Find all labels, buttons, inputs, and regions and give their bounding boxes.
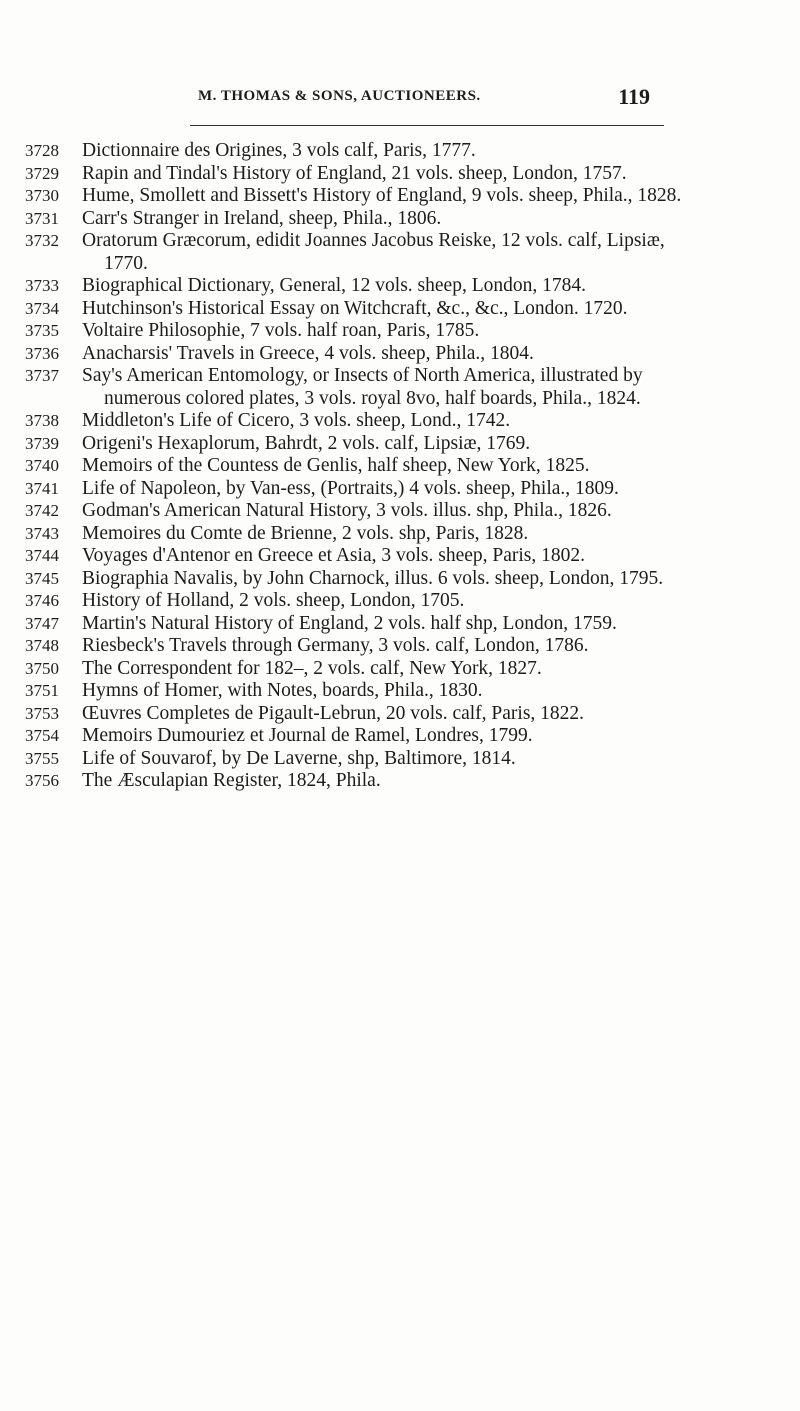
catalog-entry (25, 748, 785, 771)
lot-description: Biographical Dictionary, General, 12 vols. sheep, London, 1784. (82, 275, 586, 296)
lot-number: 3745 (25, 568, 59, 588)
lot-number: 3734 (25, 298, 59, 318)
lot-description: Voltaire Philosophie, 7 vols. half roan, Paris, 1785. (82, 320, 480, 341)
lot-number: 3755 (25, 748, 59, 768)
catalog-entry (25, 320, 785, 343)
lot-description: The Æsculapian Register, 1824, Phila. (82, 770, 381, 791)
lot-description: Middleton's Life of Cicero, 3 vols. sheep, Lond., 1742. (82, 410, 511, 431)
lot-description: Rapin and Tindal's History of England, 21 vols. sheep, London, 1757. (82, 162, 627, 184)
catalog-entry (25, 770, 785, 793)
running-header (190, 84, 650, 109)
lot-number: 3733 (25, 276, 59, 295)
lot-number: 3753 (25, 703, 59, 723)
lot-description: Godman's American Natural History, 3 vols. illus. shp, Phila., 1826. (82, 500, 612, 521)
lot-number: 3738 (25, 411, 59, 430)
lot-number: 3728 (25, 141, 59, 160)
page-number: 119 (618, 84, 650, 109)
catalog-entry (25, 298, 785, 321)
lot-number: 3731 (25, 208, 59, 228)
lot-description: Say's American Entomology, or Insects of North America, illustrated by numerous colored plates, 3 vols. royal 8vo, half boards, Phila., 1824. (82, 365, 643, 409)
catalog-entry (25, 568, 785, 591)
lot-number: 3754 (25, 726, 59, 745)
lot-description: Biographia Navalis, by John Charnock, illus. 6 vols. sheep, London, 1795. (82, 567, 664, 589)
catalog-entry (25, 590, 785, 613)
lot-description: Anacharsis' Travels in Greece, 4 vols. sheep, Phila., 1804. (82, 342, 534, 364)
catalog-entry (25, 635, 785, 658)
lot-description: Life of Napoleon, by Van-ess, (Portraits,) 4 vols. sheep, Phila., 1809. (82, 477, 619, 499)
lot-number: 3751 (25, 681, 59, 700)
catalog-entry (25, 545, 785, 568)
lot-number: 3735 (25, 321, 59, 340)
lot-description: Life of Souvarof, by De Laverne, shp, Baltimore, 1814. (82, 747, 516, 769)
catalog-entry (25, 208, 785, 231)
lot-number: 3747 (25, 613, 59, 633)
lot-number: 3746 (25, 591, 59, 610)
lot-number: 3741 (25, 478, 59, 498)
catalog-entry (25, 275, 785, 298)
lot-description: Dictionnaire des Origines, 3 vols calf, Paris, 1777. (82, 140, 476, 161)
lot-number: 3742 (25, 501, 59, 520)
lot-description: Œuvres Completes de Pigault-Lebrun, 20 vols. calf, Paris, 1822. (82, 702, 585, 724)
catalog-entry (25, 140, 785, 163)
catalog-entry (25, 343, 785, 366)
catalog-entry (25, 455, 785, 478)
lot-description: Carr's Stranger in Ireland, sheep, Phila., 1806. (82, 207, 442, 229)
catalog-entry (25, 703, 785, 726)
lot-description: Memoirs of the Countess de Genlis, half sheep, New York, 1825. (82, 455, 590, 476)
lot-description: Riesbeck's Travels through Germany, 3 vols. calf, London, 1786. (82, 635, 589, 656)
lot-description: Memoirs Dumouriez et Journal de Ramel, Londres, 1799. (82, 725, 533, 746)
catalog-entry (25, 680, 785, 703)
catalog-entry (25, 478, 785, 501)
lot-description: Hymns of Homer, with Notes, boards, Phila., 1830. (82, 680, 483, 701)
lot-description: History of Holland, 2 vols. sheep, London, 1705. (82, 590, 465, 611)
header-title: M. THOMAS & SONS, AUCTIONEERS. (198, 88, 481, 104)
lot-number: 3744 (25, 546, 59, 565)
lot-number: 3739 (25, 433, 59, 453)
catalog-entry (25, 523, 785, 546)
lot-number: 3732 (25, 231, 59, 250)
lot-description: Memoires du Comte de Brienne, 2 vols. shp, Paris, 1828. (82, 522, 529, 544)
lot-description: Voyages d'Antenor en Greece et Asia, 3 vols. sheep, Paris, 1802. (82, 545, 586, 566)
lot-number: 3729 (25, 163, 59, 183)
catalog-entries (25, 140, 785, 793)
catalog-entry (25, 230, 785, 275)
catalog-entry (25, 365, 785, 410)
catalog-entry (25, 185, 785, 208)
lot-description: The Correspondent for 182–, 2 vols. calf, New York, 1827. (82, 657, 542, 679)
lot-description: Hume, Smollett and Bissett's History of England, 9 vols. sheep, Phila., 1828. (82, 185, 682, 206)
lot-description: Hutchinson's Historical Essay on Witchcraft, &c., &c., London. 1720. (82, 297, 628, 319)
lot-number: 3736 (25, 343, 59, 363)
lot-number: 3748 (25, 636, 59, 655)
lot-number: 3756 (25, 771, 59, 790)
catalog-entry (25, 433, 785, 456)
lot-description: Origeni's Hexaplorum, Bahrdt, 2 vols. calf, Lipsiæ, 1769. (82, 432, 531, 454)
lot-description: Oratorum Græcorum, edidit Joannes Jacobus Reiske, 12 vols. calf, Lipsiæ, 1770. (82, 230, 665, 274)
catalog-entry (25, 613, 785, 636)
catalog-entry (25, 163, 785, 186)
lot-number: 3740 (25, 456, 59, 475)
lot-number: 3730 (25, 186, 59, 205)
lot-number: 3737 (25, 366, 59, 385)
catalog-entry (25, 725, 785, 748)
lot-number: 3750 (25, 658, 59, 678)
lot-number: 3743 (25, 523, 59, 543)
catalog-entry (25, 658, 785, 681)
catalog-entry (25, 410, 785, 433)
catalog-entry (25, 500, 785, 523)
lot-description: Martin's Natural History of England, 2 vols. half shp, London, 1759. (82, 612, 617, 634)
header-rule (190, 125, 664, 126)
